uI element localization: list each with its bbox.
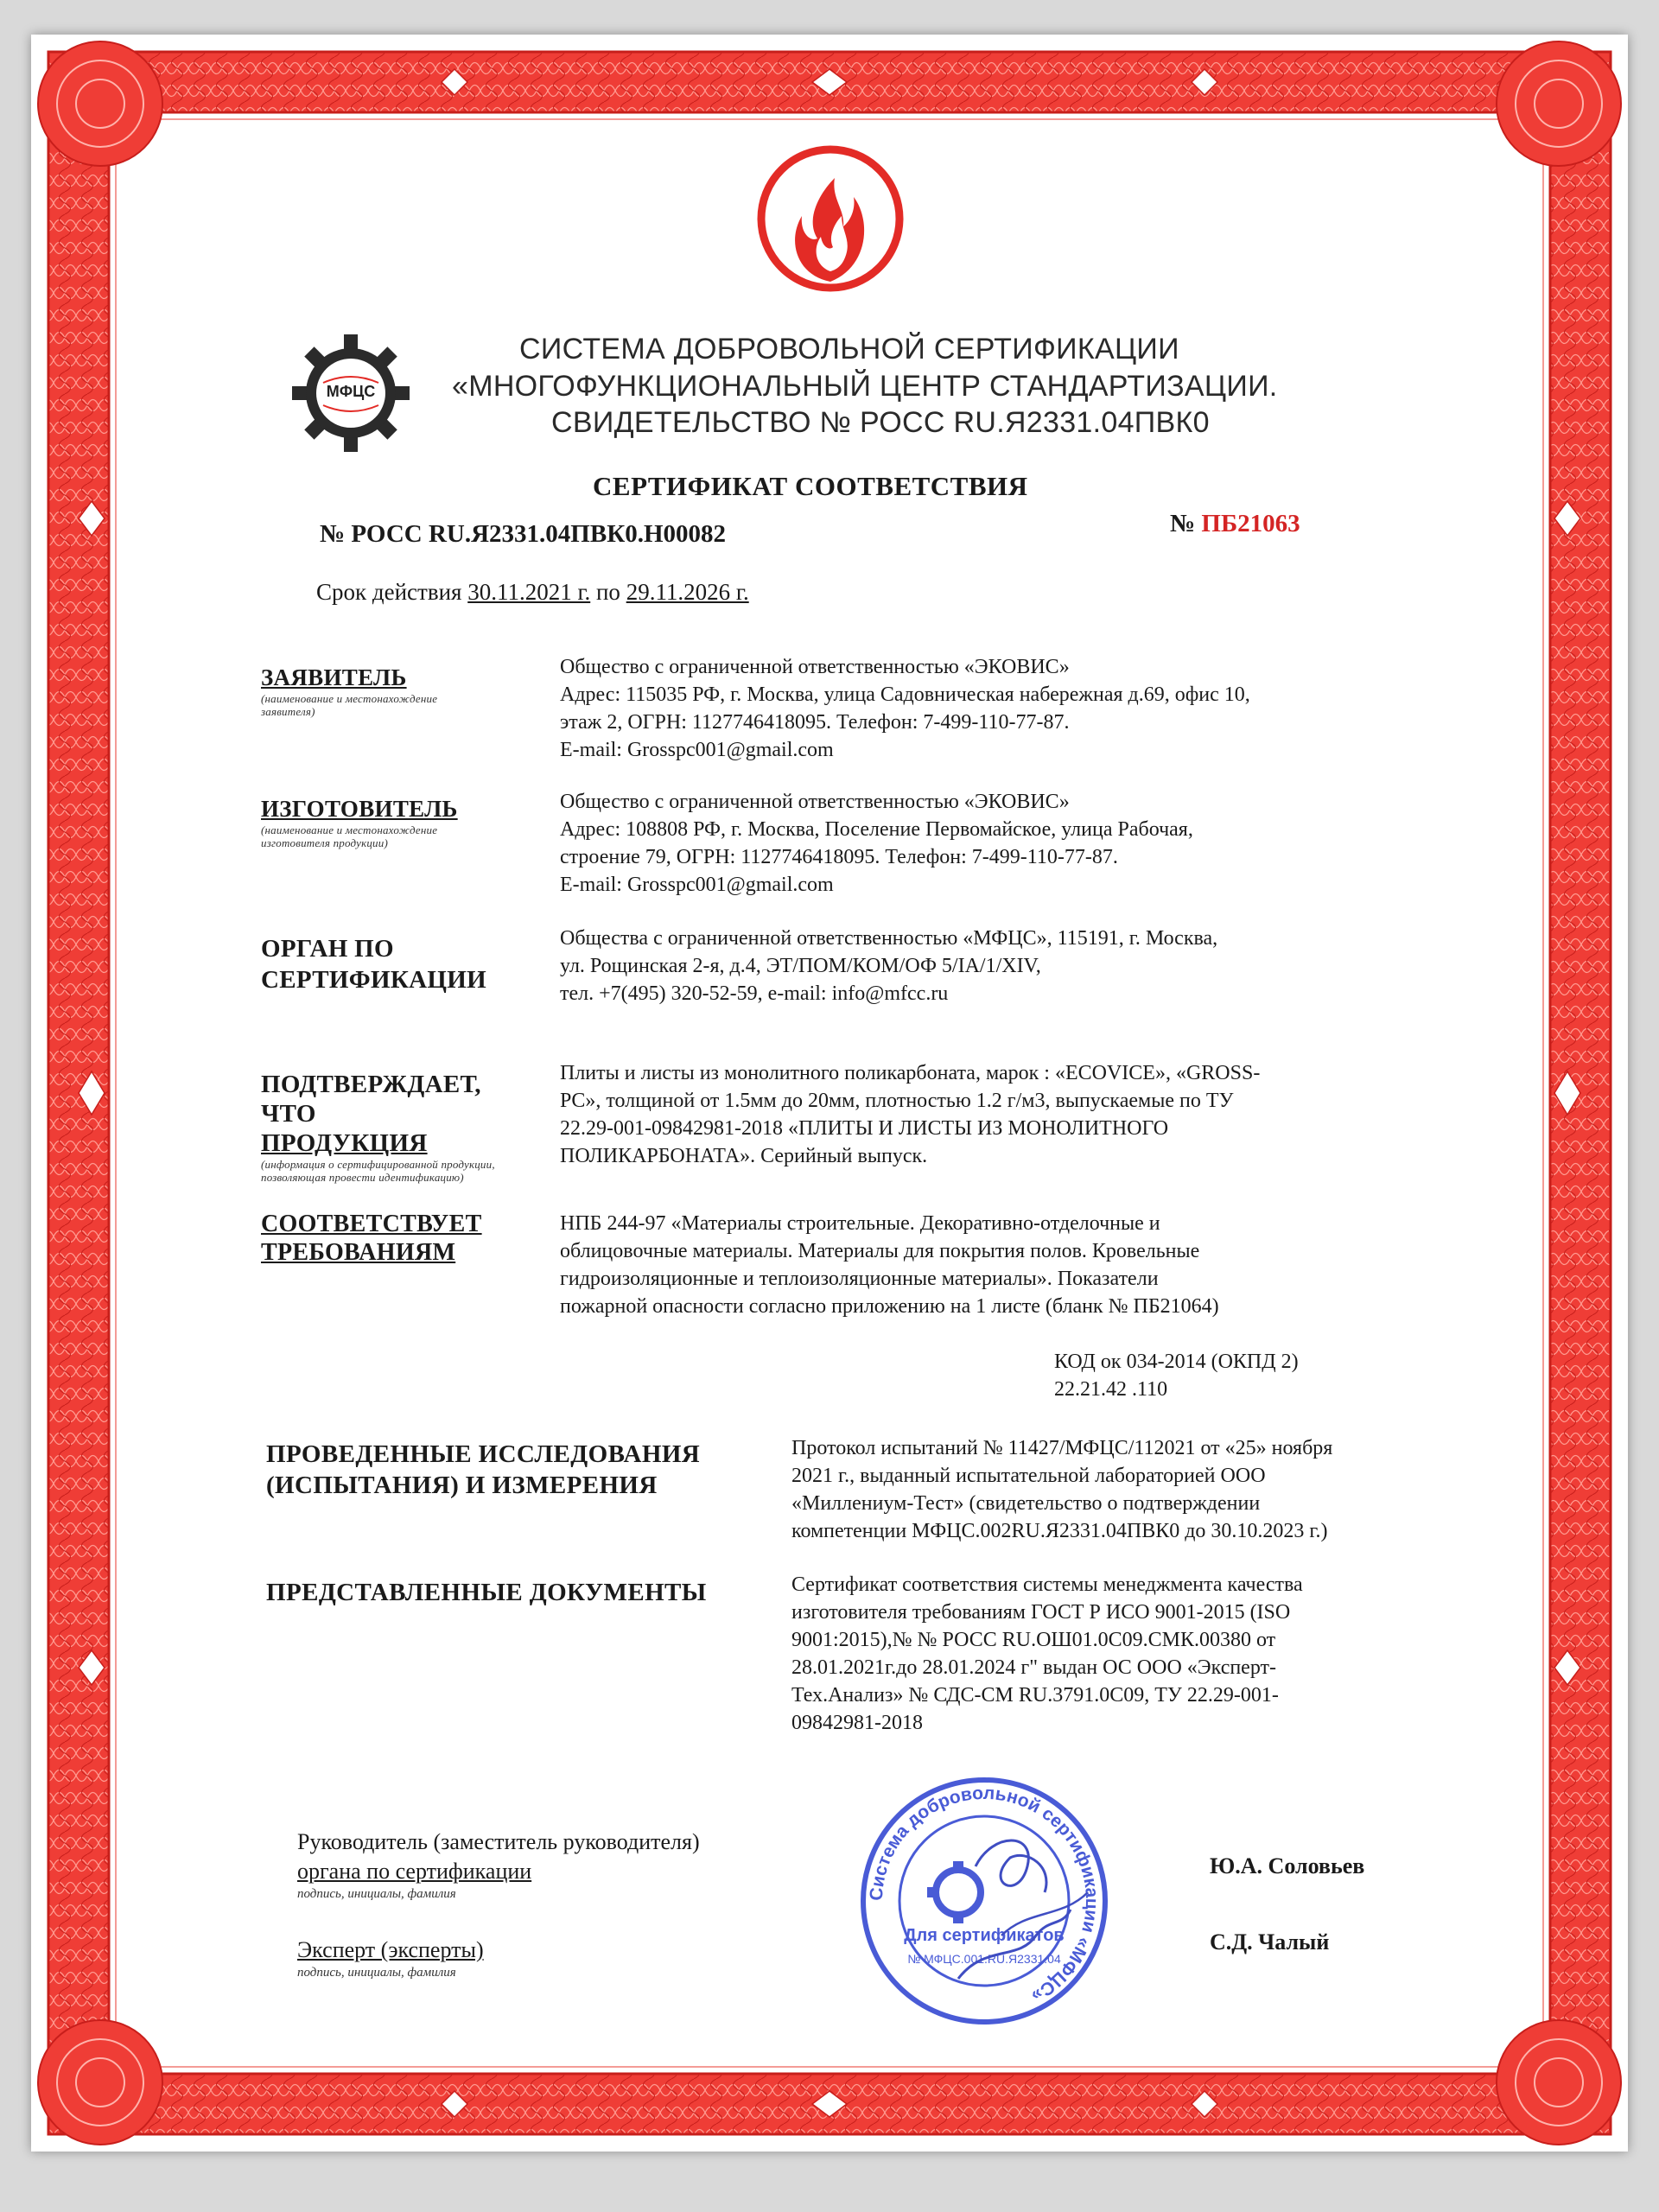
cert-body-line: тел. +7(495) 320-52-59, e-mail: info@mfcc.ru	[560, 982, 949, 1005]
manufacturer-line: Общество с ограниченной ответственностью «ЭКОВИС»	[560, 791, 1070, 813]
requirements-label-1: СООТВЕТСТВУЕТ	[261, 1211, 482, 1237]
documents-line: 09842981-2018	[791, 1712, 923, 1734]
documents-details	[791, 1571, 1552, 1737]
validity-mid: по	[595, 579, 620, 605]
product-label-block	[261, 1070, 537, 1184]
head-signature-block	[297, 1827, 850, 1902]
expert-signature-block	[297, 1936, 850, 1980]
manufacturer-line: строение 79, ОГРН: 1127746418095. Телефон: 7-499-110-77-87.	[560, 846, 1118, 868]
tests-label-block	[266, 1439, 802, 1501]
manufacturer-sublabel: (наименование и местонахождение изготовителя продукции)	[261, 823, 438, 849]
tests-line: «Миллениум-Тест» (свидетельство о подтверждении	[791, 1492, 1261, 1515]
product-details	[560, 1059, 1545, 1170]
header-line-3: СВИДЕТЕЛЬСТВО № РОСС RU.Я2331.04ПВК0	[551, 406, 1210, 439]
documents-line: 9001:2015),№ № РОСС RU.ОШ01.0С09.СМК.00380 от	[791, 1629, 1276, 1651]
stamp-center-text: Для сертификатов	[904, 1926, 1065, 1945]
manufacturer-label-block	[261, 795, 460, 849]
applicant-line: этаж 2, ОГРН: 1127746418095. Телефон: 7-499-110-77-87.	[560, 711, 1070, 734]
requirements-line: гидроизоляционные и теплоизоляционные материалы». Показатели	[560, 1268, 1159, 1290]
applicant-label: ЗАЯВИТЕЛЬ	[261, 664, 407, 690]
product-line: 22.29-001-09842981-2018 «ПЛИТЫ И ЛИСТЫ ИЗ МОНОЛИТНОГО	[560, 1117, 1169, 1140]
applicant-details	[560, 653, 1545, 764]
cert-body-label-2: СЕРТИФИКАЦИИ	[261, 966, 486, 994]
tests-label-2: (ИСПЫТАНИЯ) И ИЗМЕРЕНИЯ	[266, 1471, 658, 1499]
blank-number-prefix: №	[1170, 510, 1196, 537]
expert-role-line: Эксперт (эксперты)	[297, 1937, 484, 1962]
manufacturer-email: E-mail: Grosspc001@gmail.com	[560, 874, 834, 896]
applicant-label-block	[261, 664, 442, 718]
tests-line: Протокол испытаний № 11427/МФЦС/112021 от «25» ноября	[791, 1437, 1333, 1459]
product-label-1: ПОДТВЕРЖДАЕТ, ЧТО	[261, 1071, 481, 1128]
header-line-1: СИСТЕМА ДОБРОВОЛЬНОЙ СЕРТИФИКАЦИИ	[519, 333, 1179, 365]
stamp-ring-text: Система добровольной сертификации «МФЦС»	[866, 1783, 1103, 2006]
mfcs-logo-text: МФЦС	[326, 383, 376, 400]
requirements-label-block	[261, 1210, 520, 1267]
blank-number	[1170, 510, 1300, 538]
requirements-line: облицовочные материалы. Материалы для покрытия полов. Кровельные	[560, 1240, 1200, 1262]
expert-name: С.Д. Чалый	[1210, 1929, 1330, 1955]
applicant-email: E-mail: Grosspc001@gmail.com	[560, 739, 834, 761]
cert-body-label-1: ОРГАН ПО	[261, 935, 394, 963]
applicant-line: Общество с ограниченной ответственностью «ЭКОВИС»	[560, 656, 1070, 678]
certificate-number: № РОСС RU.Я2331.04ПВК0.Н00082	[320, 520, 727, 548]
head-name: Ю.А. Соловьев	[1210, 1853, 1365, 1878]
applicant-sublabel: (наименование и местонахождение заявителя)	[261, 692, 438, 718]
cert-body-line: ул. Рощинская 2-я, д.4, ЭТ/ПОМ/КОМ/ОФ 5/IA/1/XIV,	[560, 955, 1041, 977]
cert-body-label-block	[261, 933, 520, 995]
requirements-line: НПБ 244-97 «Материалы строительные. Декоративно-отделочные и	[560, 1212, 1160, 1235]
documents-line: Сертификат соответствия системы менеджмента качества	[791, 1573, 1303, 1596]
certificate-title: СЕРТИФИКАТ СООТВЕТСТВИЯ	[593, 471, 1028, 501]
requirements-details	[560, 1210, 1545, 1320]
manufacturer-label: ИЗГОТОВИТЕЛЬ	[261, 796, 458, 822]
product-line: PC», толщиной от 1.5мм до 20мм, плотностью 1.2 г/м3, выпускаемые по ТУ	[560, 1090, 1234, 1112]
certificate-sheet	[31, 35, 1628, 2152]
cert-body-line: Общества с ограниченной ответственностью «МФЦС», 115191, г. Москва,	[560, 927, 1218, 950]
head-signature-sublabel: подпись, инициалы, фамилия	[297, 1887, 456, 1901]
header-line-2: «МНОГОФУНКЦИОНАЛЬНЫЙ ЦЕНТР СТАНДАРТИЗАЦИИ.	[452, 370, 1278, 403]
head-role-line-1: Руководитель (заместитель руководителя)	[297, 1829, 700, 1854]
tests-line: 2021 г., выданный испытательной лабораторией ООО	[791, 1465, 1266, 1487]
product-label-2: ПРОДУКЦИЯ	[261, 1129, 428, 1157]
applicant-line: Адрес: 115035 РФ, г. Москва, улица Садовническая набережная д.69, офис 10,	[560, 683, 1250, 706]
requirements-line: пожарной опасности согласно приложению на 1 листе (бланк № ПБ21064)	[560, 1295, 1219, 1318]
documents-line: Тех.Анализ» № СДС-СМ RU.3791.0С09, ТУ 22.29-001-	[791, 1684, 1279, 1707]
manufacturer-details	[560, 788, 1545, 899]
fire-emblem-icon	[748, 137, 912, 301]
cert-body-details	[560, 925, 1545, 1007]
valid-from-date: 30.11.2021 г.	[467, 579, 591, 605]
valid-to-date: 29.11.2026 г.	[626, 579, 749, 605]
expert-signature-sublabel: подпись, инициалы, фамилия	[297, 1966, 456, 1980]
tests-label-1: ПРОВЕДЕННЫЕ ИССЛЕДОВАНИЯ	[266, 1440, 701, 1468]
product-line: ПОЛИКАРБОНАТА». Серийный выпуск.	[560, 1145, 928, 1167]
okpd-code-line-1: КОД ок 034-2014 (ОКПД 2)	[1054, 1351, 1299, 1373]
documents-line: изготовителя требованиям ГОСТ Р ИСО 9001-2015 (ISO	[791, 1601, 1291, 1624]
manufacturer-line: Адрес: 108808 РФ, г. Москва, Поселение Первомайское, улица Рабочая,	[560, 818, 1193, 841]
okpd-code-line-2: 22.21.42 .110	[1054, 1378, 1168, 1401]
product-line: Плиты и листы из монолитного поликарбоната, марок : «ECOVICE», «GROSS-	[560, 1062, 1261, 1084]
documents-label: ПРЕДСТАВЛЕННЫЕ ДОКУМЕНТЫ	[266, 1579, 707, 1606]
head-role-line-2: органа по сертификации	[297, 1859, 532, 1884]
requirements-label-2: ТРЕБОВАНИЯМ	[261, 1239, 456, 1266]
certification-stamp-icon	[855, 1771, 1114, 2031]
validity-period	[316, 579, 749, 606]
blank-number-value: ПБ21063	[1201, 510, 1300, 537]
tests-details	[791, 1434, 1552, 1545]
stamp-reg-text: № МФЦС.001.RU.Я2331.04	[907, 1952, 1061, 1966]
product-sublabel: (информация о сертифицированной продукции, позволяющая провести идентификацию)	[261, 1158, 495, 1184]
okpd-code	[1054, 1348, 1400, 1403]
tests-line: компетенции МФЦС.002RU.Я2331.04ПВК0 до 30.10.2023 г.)	[791, 1520, 1328, 1542]
documents-line: 28.01.2021г.до 28.01.2024 г" выдан ОС ООО «Эксперт-	[791, 1656, 1276, 1679]
validity-prefix: Срок действия	[316, 579, 462, 605]
